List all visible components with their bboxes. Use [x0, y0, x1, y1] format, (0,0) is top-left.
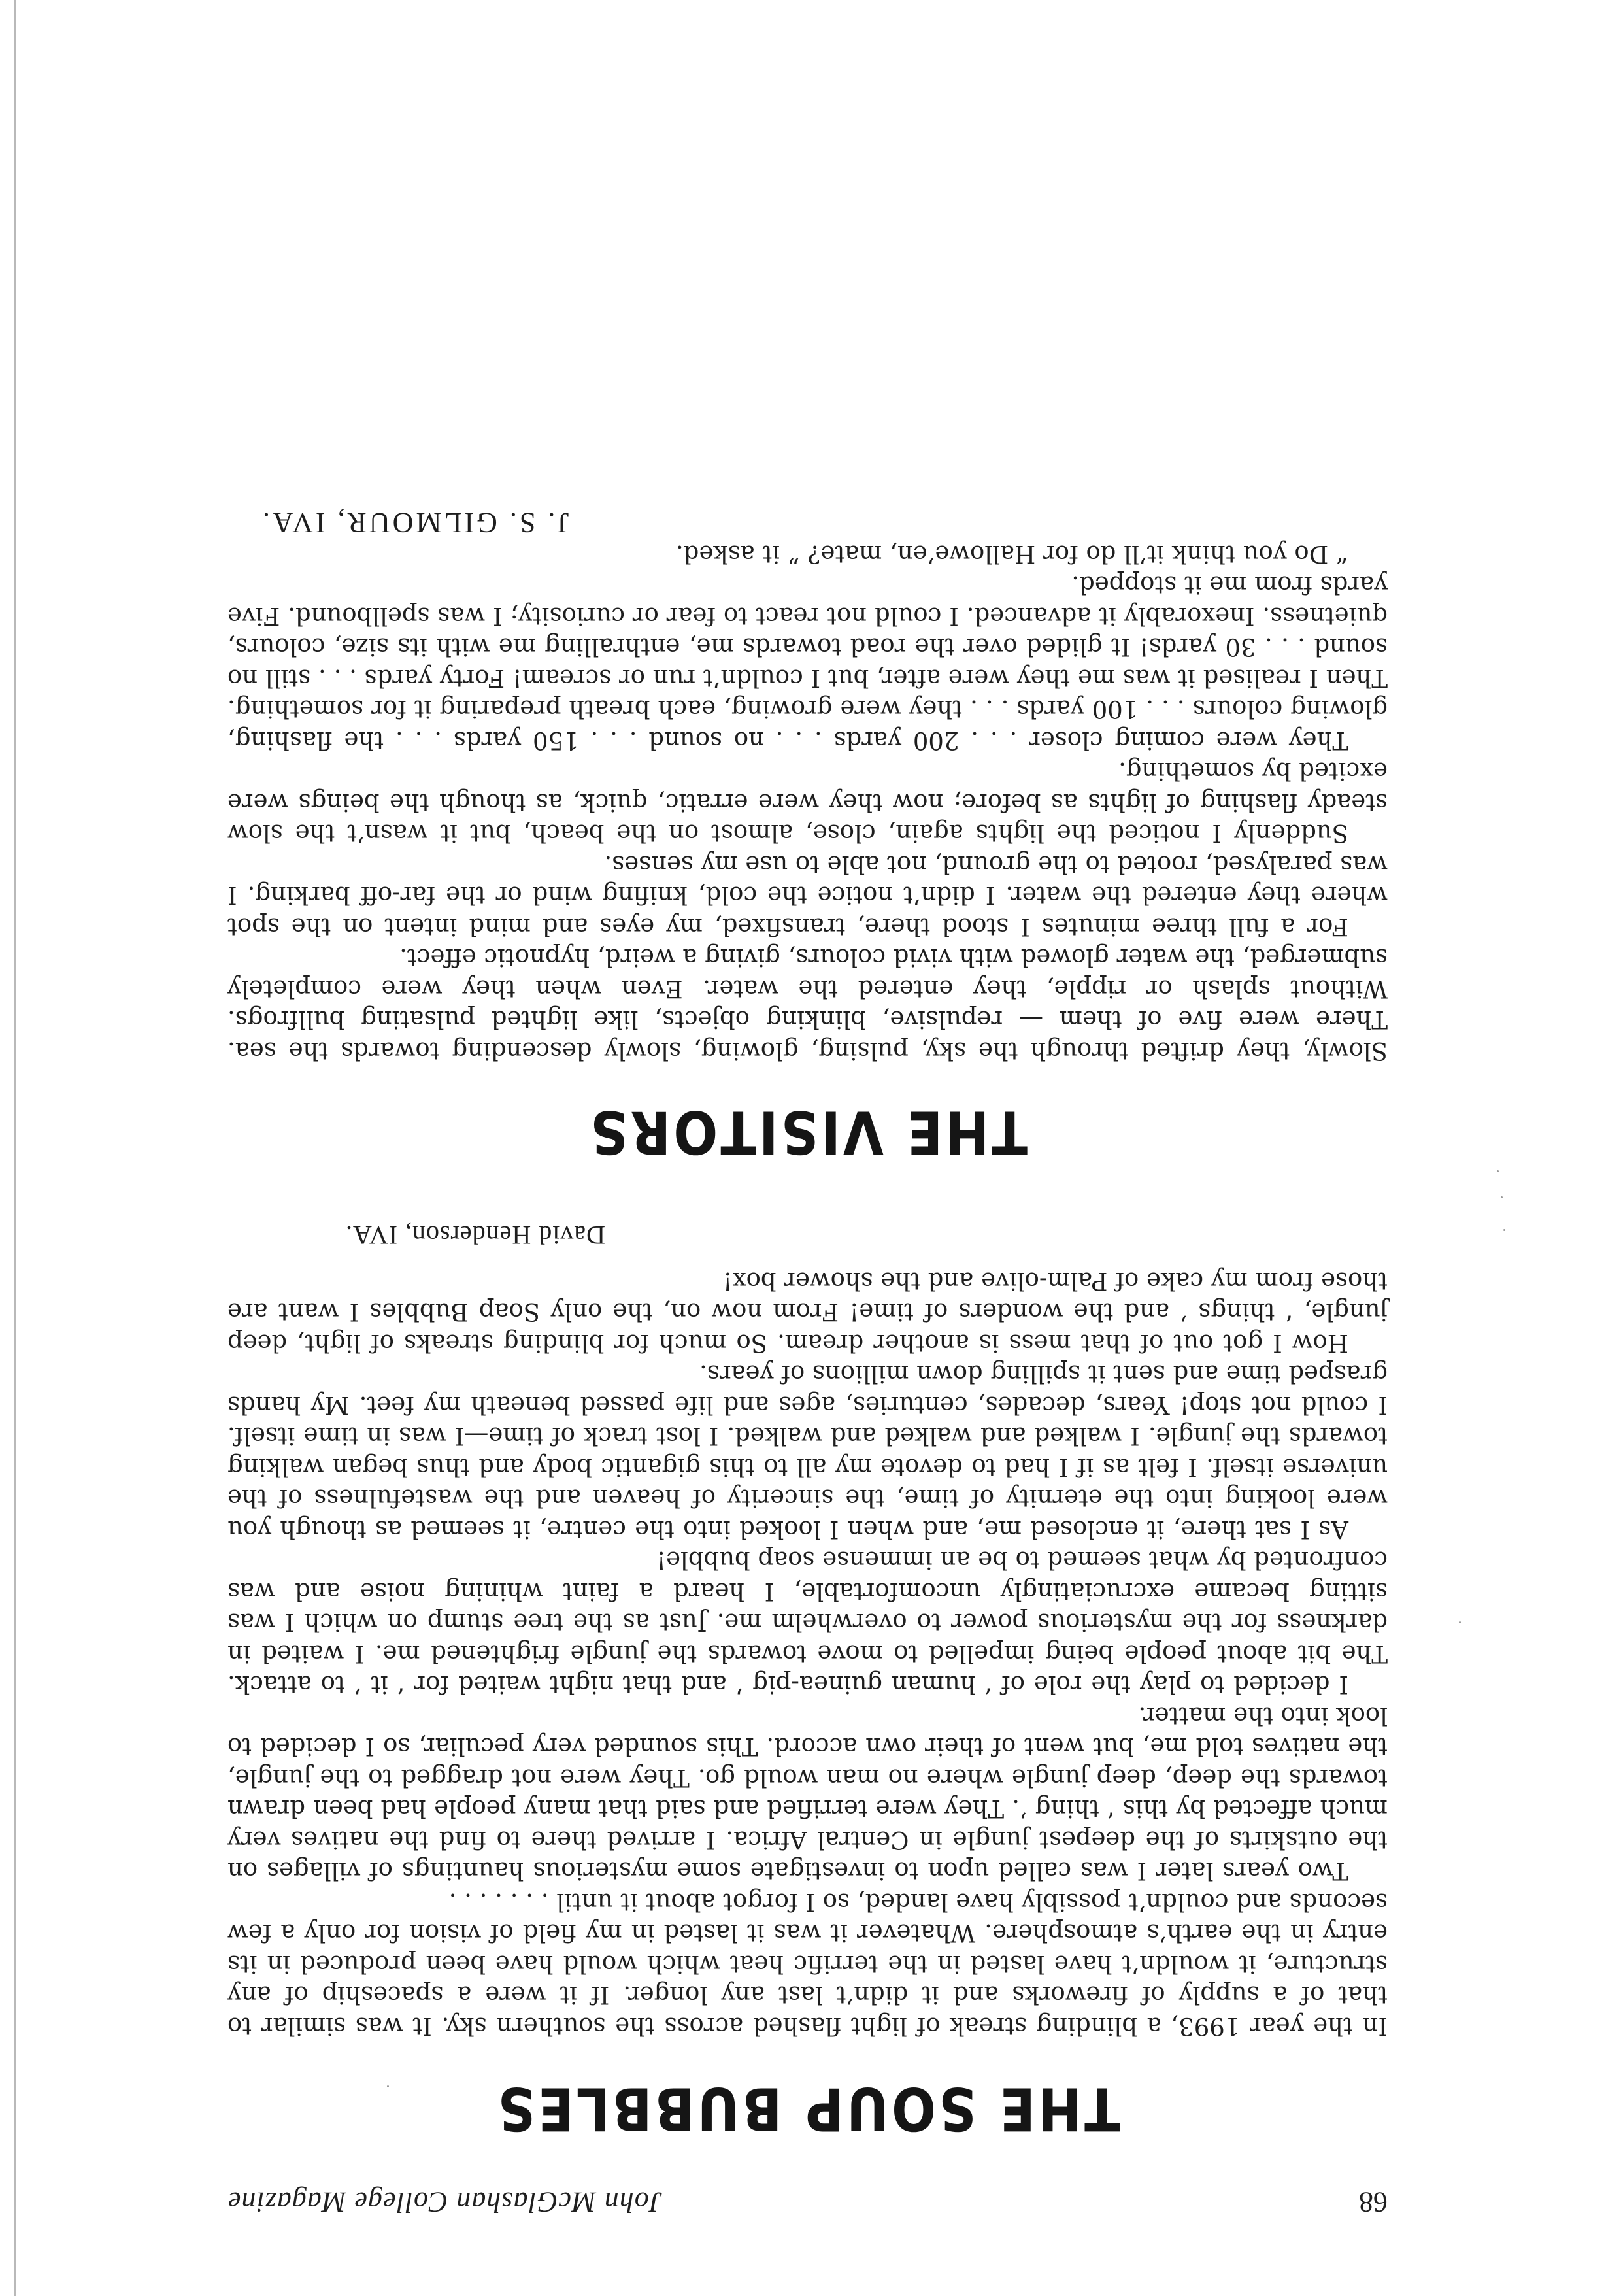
- paragraph: They were coming closer . . . 200 yards . . . no sound . . . 150 yards . . . the flashing, glowing colours . . . 100 yards . . . they were growing, each breath preparing it for something. Then I realised it was me they were after, but I couldn’t run or scream! Forty yards . . . still no sound . . . 30 yards! It glided over the road towards me, enthralling me with its size, colours, quietness. Inexorably it advanced. I could not react to fear or curiosity; I was spellbound. Five yards from me it stopped.: [227, 571, 1388, 754]
- paragraph: Suddenly I noticed the lights again, close, almost on the beach, but it wasn’t the slow steady flashing of lights as before; now they were erratic, quick, as though the beings were excited by something.: [227, 757, 1388, 848]
- story-soap-bubbles: [227, 1220, 1388, 2143]
- paragraph: “ Do you think it’ll do for Hallowe’en, mate? ” it asked.: [675, 540, 1348, 568]
- paragraph: As I sat there, it enclosed me, and when I looked into the centre, it seemed as though you were looking into the eternity of time, the sincerity of heaven and the wastefulness of the universe itself. I felt as if I had to devote my all to this gigantic body and thus began walking towards the jungle. I walked and walked and walked. I lost track of time—I was in time itself. I could not stop! Years, decades, centuries, ages and life passed beneath my feet. My hands grasped time and sent it spilling down millions of years.: [227, 1360, 1388, 1544]
- author-visitors: J. S. GILMOUR, IVA.: [260, 507, 569, 539]
- paragraph: Two years later I was called upon to investigate some mysterious hauntings of villages on the outskirts of the deepest jungle in Central Africa. I arrived there to find the natives very much affected by this ‘ thing ’. They were terrified and said that many people had been drawn towards the deep, deep jungle where no man would go. They were not dragged to the jungle, the natives told me, but went of their own accord. This sounded very peculiar, so I decided to look into the matter.: [227, 1702, 1388, 1885]
- scan-speck: [1459, 1621, 1461, 1623]
- page-number: 68: [1359, 2186, 1388, 2218]
- story-title-soap-bubbles: THE SOUP BUBBLES: [495, 2074, 1120, 2143]
- running-head: [227, 2180, 1388, 2219]
- author-soap-bubbles: David Henderson, IVA.: [345, 1221, 605, 1251]
- page-content: [227, 507, 1388, 2219]
- paragraph: In the year 1993, a blinding streak of light flashed across the southern sky. It was similar to that of a supply of fireworks and it didn’t last any longer. If it were a spaceship of any structure, it wouldn’t have lasted in the terrific heat which would have been produced in its entry in the earth’s atmosphere. Whatever it was it lasted in my field of vision for only a few seconds and couldn’t possibly have landed, so I forgot about it until . . . . . . .: [227, 1888, 1388, 2040]
- magazine-title: John McGlashan College Magazine: [227, 2186, 663, 2218]
- paragraph: Slowly, they drifted through the sky, pulsing, glowing, slowly descending towards the sea. There were five of them — repulsive, blinking objects, like lighted pulsating bullfrogs. Without splash or ripple, they entered the water. Even when they were completely submerged, the water glowed with vivid colours, giving a weird, hypnotic effect.: [227, 943, 1388, 1065]
- story-visitors: [227, 507, 1388, 1166]
- scan-speck: [387, 2085, 389, 2087]
- scan-speck: [1497, 1170, 1499, 1172]
- paragraph: I decided to play the role of ‘ human guinea-pig ’ and that night waited for ‘ it ’ to attack. The bit about people being impelled to move towards the jungle frightened me. I waited in darkness for the mysterious power to overwhelm me. Just as the tree stump on which I was sitting became excruciatingly uncomfortable, I heard a faint whining noise and was confronted by what seemed to be an immense soap bubble!: [227, 1546, 1388, 1699]
- story-title-visitors: THE VISITORS: [588, 1098, 1028, 1166]
- paragraph: For a full three minutes I stood there, transfixed, my eyes and mind intent on the spot where they entered the water. I didn’t notice the cold, knifing wind or the far-off barking. I was paralysed, rooted to the ground, not able to use my senses.: [227, 851, 1388, 941]
- paragraph: How I got out of that mess is another dream. So much for blinding streaks of light, deep jungle, ‘ things ’ and the wonders of time! From now on, the only Soap Bubbles I want are those from my cake of Palm-olive and the shower box!: [227, 1267, 1388, 1357]
- scan-speck: [1501, 1196, 1503, 1198]
- scan-speck: [1503, 1229, 1505, 1231]
